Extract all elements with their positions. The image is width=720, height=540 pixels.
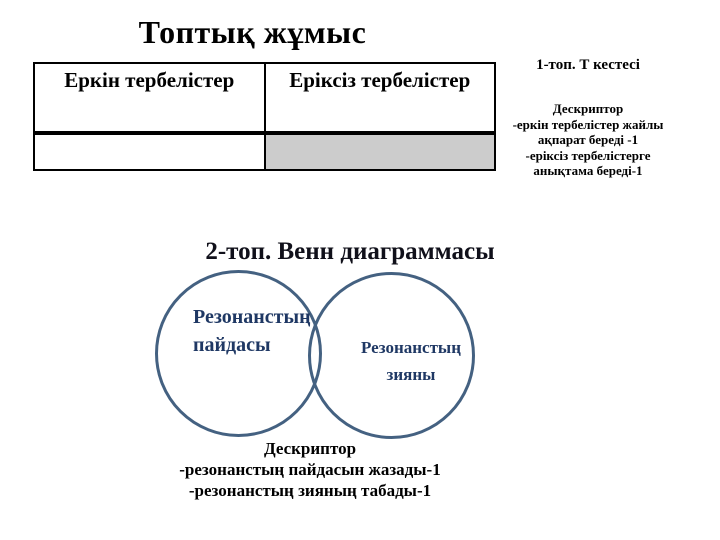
group1-title: 1-топ. Т кестесі: [536, 57, 640, 73]
group1-descriptor-line: ақпарат береді -1: [537, 132, 639, 147]
group1-descriptor-line: анықтама береді-1: [533, 163, 643, 178]
group1-descriptor-line: -еркін тербелістер жайлы: [512, 116, 664, 132]
group2-descriptor-heading: Дескриптор: [263, 439, 357, 458]
group2-title: 2-топ. Венн диаграммасы: [205, 238, 495, 265]
venn-label-right: Резонанстың зияны: [361, 338, 461, 384]
table-body-row: [34, 133, 495, 170]
group2-descriptor-line: -резонанстың зияның табады-1: [188, 481, 432, 500]
table-header-row: [34, 63, 495, 133]
venn-label-left: Резонанстың пайдасы: [193, 306, 311, 356]
group1-descriptor-heading: Дескриптор: [552, 101, 624, 116]
group2-descriptor-block: [110, 438, 510, 501]
table-cell-free-empty: [34, 133, 265, 170]
table-cell-forced-empty: [265, 133, 496, 170]
page-title: Топтық жұмыс: [138, 14, 367, 50]
table-header-free-oscillations: Еркін тербелістер: [34, 63, 265, 133]
group1-panel: [498, 57, 678, 179]
table-header-forced-oscillations: Еріксіз тербелістер: [265, 63, 496, 133]
t-table: [33, 62, 496, 171]
group2-descriptor-line: -резонанстың пайдасын жазады-1: [179, 460, 441, 479]
group1-descriptor-line: -еріксіз тербелістерге: [525, 147, 651, 163]
